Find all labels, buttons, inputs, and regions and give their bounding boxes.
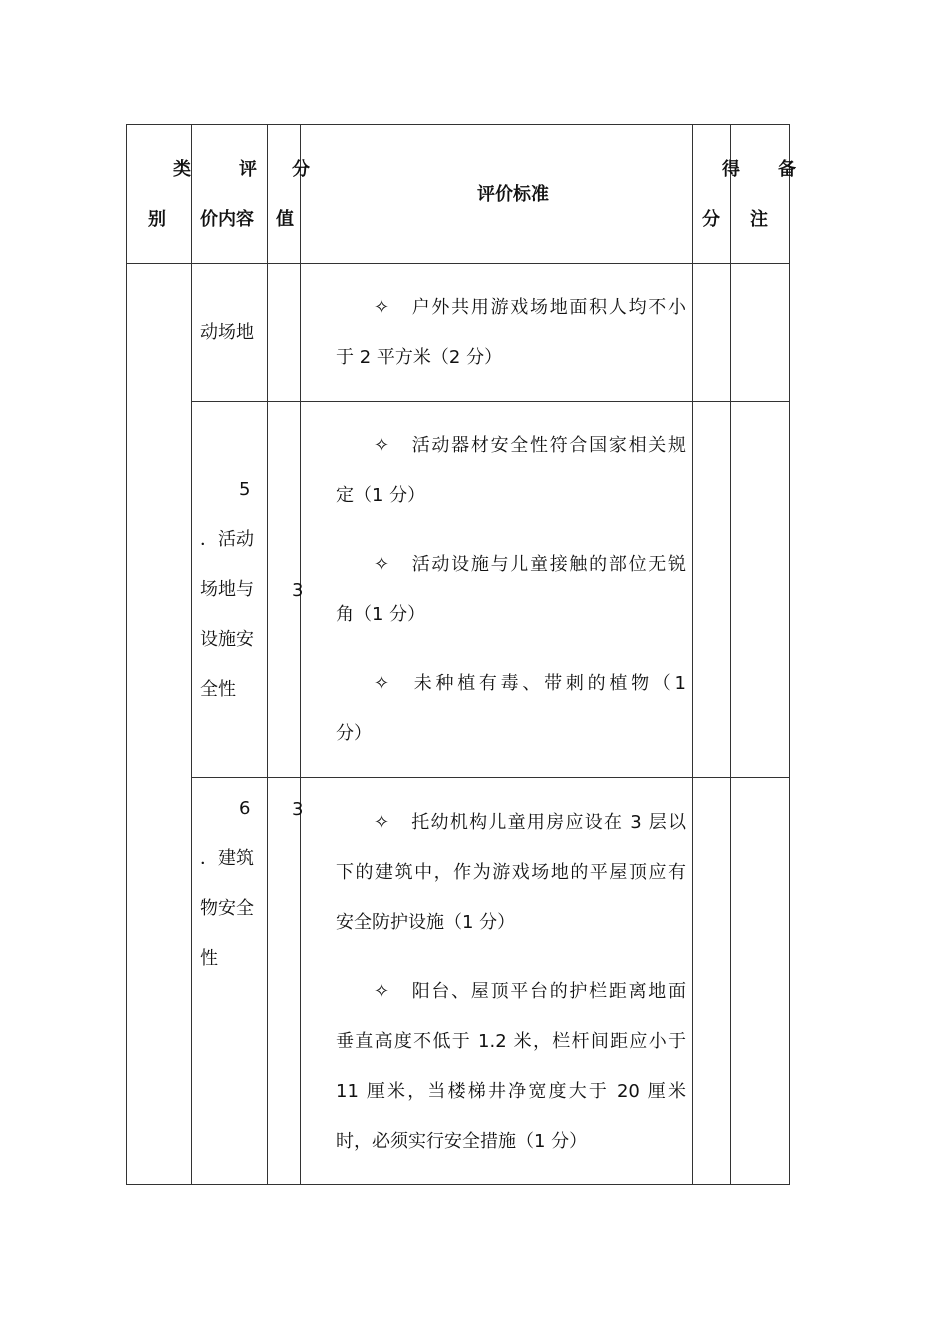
header-content-part1: 评 [239, 159, 257, 180]
diamond-bullet-icon: ✧ [374, 435, 390, 456]
criteria-item: ✧ 托幼机构儿童用房应设在 3 层以 [336, 798, 686, 848]
row1-criteria [336, 283, 686, 383]
header-category-part1: 类 [173, 159, 191, 180]
criteria-line: 垂直高度不低于 1.2 米，栏杆间距应小于 [336, 1031, 686, 1052]
criteria-line: 安全防护设施（1 分） [336, 912, 516, 933]
header-criteria: 评价标准 [477, 184, 549, 205]
diamond-bullet-icon: ✧ [374, 554, 390, 575]
criteria-line: 时，必须实行安全措施（1 分） [336, 1131, 588, 1152]
header-score-part2: 值 [276, 209, 294, 230]
row2-score: 3 [292, 580, 304, 601]
row3-criteria [336, 798, 686, 1167]
criteria-line: 下的建筑中，作为游戏场地的平屋顶应有 [336, 862, 686, 883]
criteria-item: ✧ 活动器材安全性符合国家相关规 [336, 421, 686, 471]
criteria-item: ✧ 未种植有毒、带刺的植物（1 [336, 659, 686, 709]
row2-content: 5 ．活动 场地与 设施安 全性 [200, 479, 254, 700]
row3-content: 6 ．建筑 物安全 性 [200, 798, 254, 969]
header-got-part1: 得 [722, 159, 740, 180]
criteria-item: ✧ 阳台、屋顶平台的护栏距离地面 [336, 967, 686, 1017]
criteria-item: ✧ 户外共用游戏场地面积人均不小 [336, 283, 686, 333]
criteria-line: 于 2 平方米（2 分） [336, 347, 503, 368]
diamond-bullet-icon: ✧ [374, 981, 390, 1002]
row1-content: 动场地 [200, 322, 254, 343]
diamond-bullet-icon: ✧ [374, 673, 390, 694]
header-got-part2: 分 [702, 209, 720, 230]
criteria-line: 11 厘米，当楼梯井净宽度大于 20 厘米 [336, 1081, 686, 1102]
header-category-part2: 别 [148, 209, 166, 230]
criteria-line: 角（1 分） [336, 604, 426, 625]
header-content-part2: 价内容 [200, 209, 254, 230]
criteria-item: ✧ 活动设施与儿童接触的部位无锐 [336, 540, 686, 590]
header-score-part1: 分 [292, 159, 310, 180]
header-note-part1: 备 [778, 159, 796, 180]
criteria-line: 分） [336, 723, 372, 744]
row2-criteria [336, 421, 686, 759]
row3-score: 3 [292, 799, 304, 820]
diamond-bullet-icon: ✧ [374, 297, 390, 318]
header-note-part2: 注 [750, 209, 768, 230]
criteria-line: 定（1 分） [336, 485, 426, 506]
diamond-bullet-icon: ✧ [374, 812, 390, 833]
